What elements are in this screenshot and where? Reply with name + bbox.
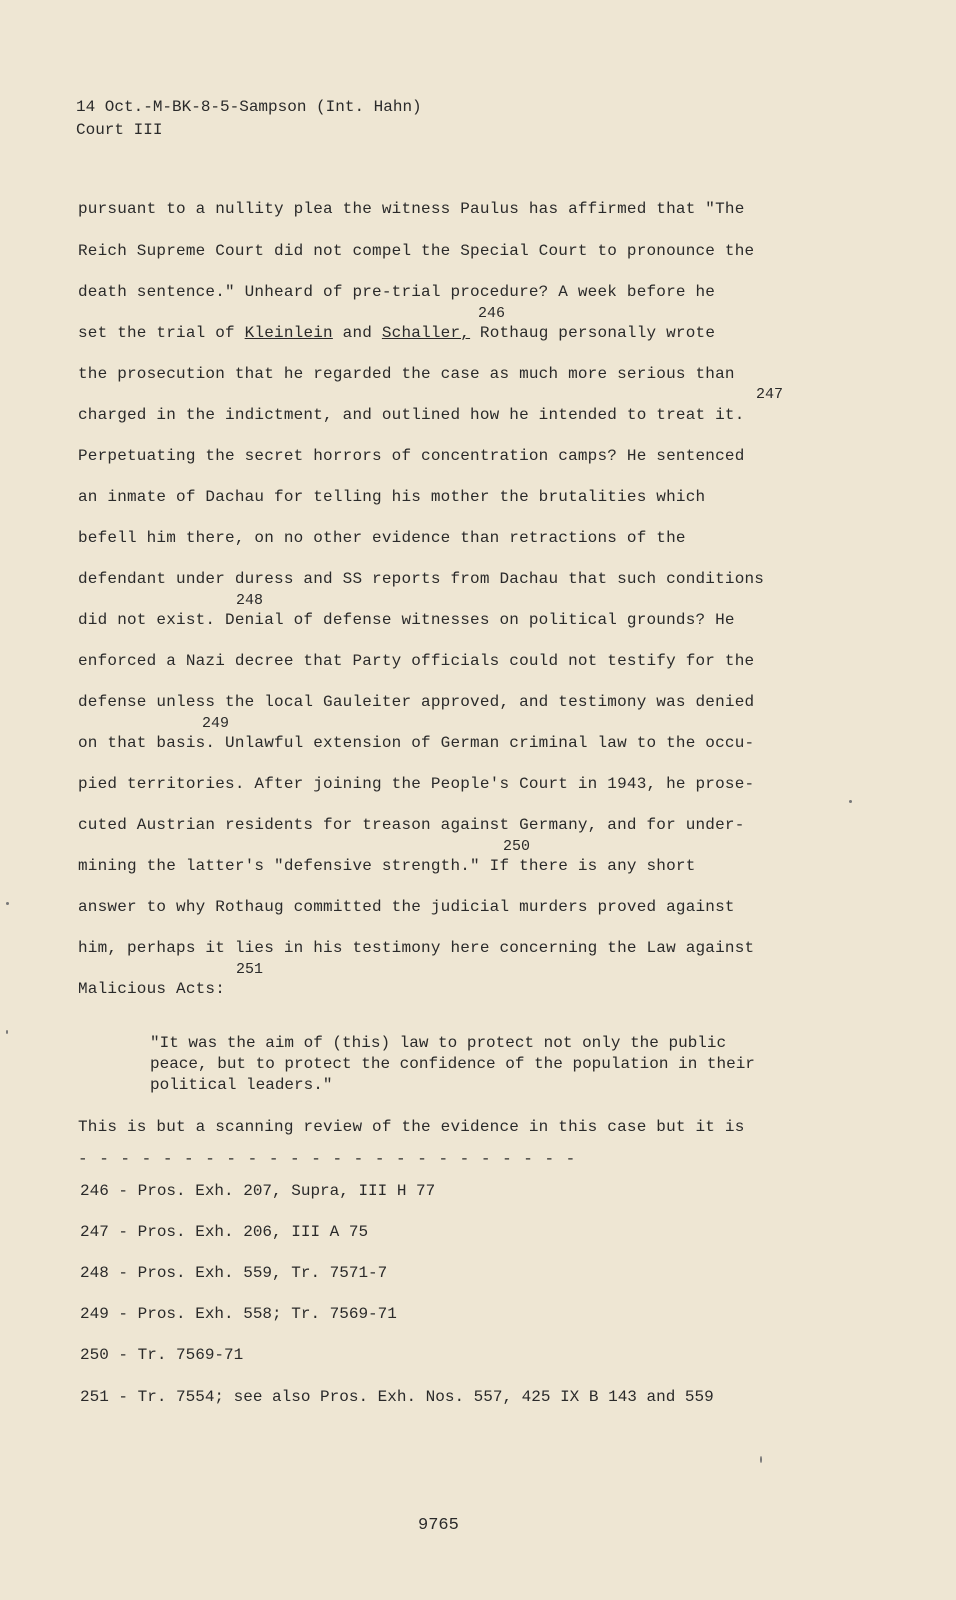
body-line: charged in the indictment, and outlined how he intended to treat it. <box>78 406 745 424</box>
footnote-248: 248 - Pros. Exh. 559, Tr. 7571-7 <box>80 1264 388 1282</box>
footnote-251: 251 - Tr. 7554; see also Pros. Exh. Nos. 557, 425 IX B 143 and 559 <box>80 1388 714 1406</box>
footnote-250: 250 - Tr. 7569-71 <box>80 1346 244 1364</box>
footnote-separator: - - - - - - - - - - - - - - - - - - - - - - - - <box>78 1150 577 1168</box>
body-line: pied territories. After joining the People's Court in 1943, he prose- <box>78 775 755 793</box>
body-line <box>78 324 715 342</box>
header-line-2: Court III <box>76 121 163 139</box>
footnote-ref-251: 251 <box>236 961 264 978</box>
quote-line: "It was the aim of (this) law to protect not only the public <box>150 1034 727 1052</box>
body-line: pursuant to a nullity plea the witness Paulus has affirmed that "The <box>78 200 745 218</box>
footnote-ref-249: 249 <box>202 715 230 732</box>
body-line: cuted Austrian residents for treason against Germany, and for under- <box>78 816 745 834</box>
body-line: defense unless the local Gauleiter approved, and testimony was denied <box>78 693 755 711</box>
footnote-ref-250: 250 <box>503 838 531 855</box>
body-line: mining the latter's "defensive strength." If there is any short <box>78 857 696 875</box>
footnote-ref-248: 248 <box>236 592 264 609</box>
paper-speck <box>6 902 9 905</box>
paper-speck <box>760 1456 762 1463</box>
paper-speck <box>6 1030 8 1034</box>
quote-line: political leaders." <box>150 1076 333 1094</box>
body-line: answer to why Rothaug committed the judicial murders proved against <box>78 898 735 916</box>
paper-speck <box>849 800 852 803</box>
closing-line: This is but a scanning review of the evidence in this case but it is <box>78 1118 745 1136</box>
body-line: on that basis. Unlawful extension of German criminal law to the occu- <box>78 734 755 752</box>
footnote-249: 249 - Pros. Exh. 558; Tr. 7569-71 <box>80 1305 397 1323</box>
underlined-name-schaller: Schaller, <box>381 324 471 342</box>
text-span: set the trial of <box>78 324 245 342</box>
page-number: 9765 <box>418 1516 459 1535</box>
body-line: Malicious Acts: <box>78 980 226 998</box>
footnote-ref-247: 247 <box>756 386 784 403</box>
footnote-ref-246: 246 <box>478 305 506 322</box>
body-line: an inmate of Dachau for telling his mother the brutalities which <box>78 488 706 506</box>
footnote-246: 246 - Pros. Exh. 207, Supra, III H 77 <box>80 1182 436 1200</box>
body-line: Reich Supreme Court did not compel the Special Court to pronounce the <box>78 242 755 260</box>
footnote-247: 247 - Pros. Exh. 206, III A 75 <box>80 1223 369 1241</box>
body-line: the prosecution that he regarded the case as much more serious than <box>78 365 735 383</box>
text-span: and <box>332 324 382 342</box>
body-line: defendant under duress and SS reports from Dachau that such conditions <box>78 570 765 588</box>
header-line-1: 14 Oct.-M-BK-8-5-Sampson (Int. Hahn) <box>76 98 422 116</box>
quote-line: peace, but to protect the confidence of the population in their <box>150 1055 755 1073</box>
body-line: befell him there, on no other evidence than retractions of the <box>78 529 686 547</box>
body-line: him, perhaps it lies in his testimony here concerning the Law against <box>78 939 755 957</box>
body-line: enforced a Nazi decree that Party officials could not testify for the <box>78 652 755 670</box>
body-line: Perpetuating the secret horrors of concentration camps? He sentenced <box>78 447 745 465</box>
underlined-name-kleinlein: Kleinlein <box>244 324 333 342</box>
text-span: Rothaug personally wrote <box>470 324 716 342</box>
body-line: did not exist. Denial of defense witnesses on political grounds? He <box>78 611 735 629</box>
body-line: death sentence." Unheard of pre-trial procedure? A week before he <box>78 283 716 301</box>
